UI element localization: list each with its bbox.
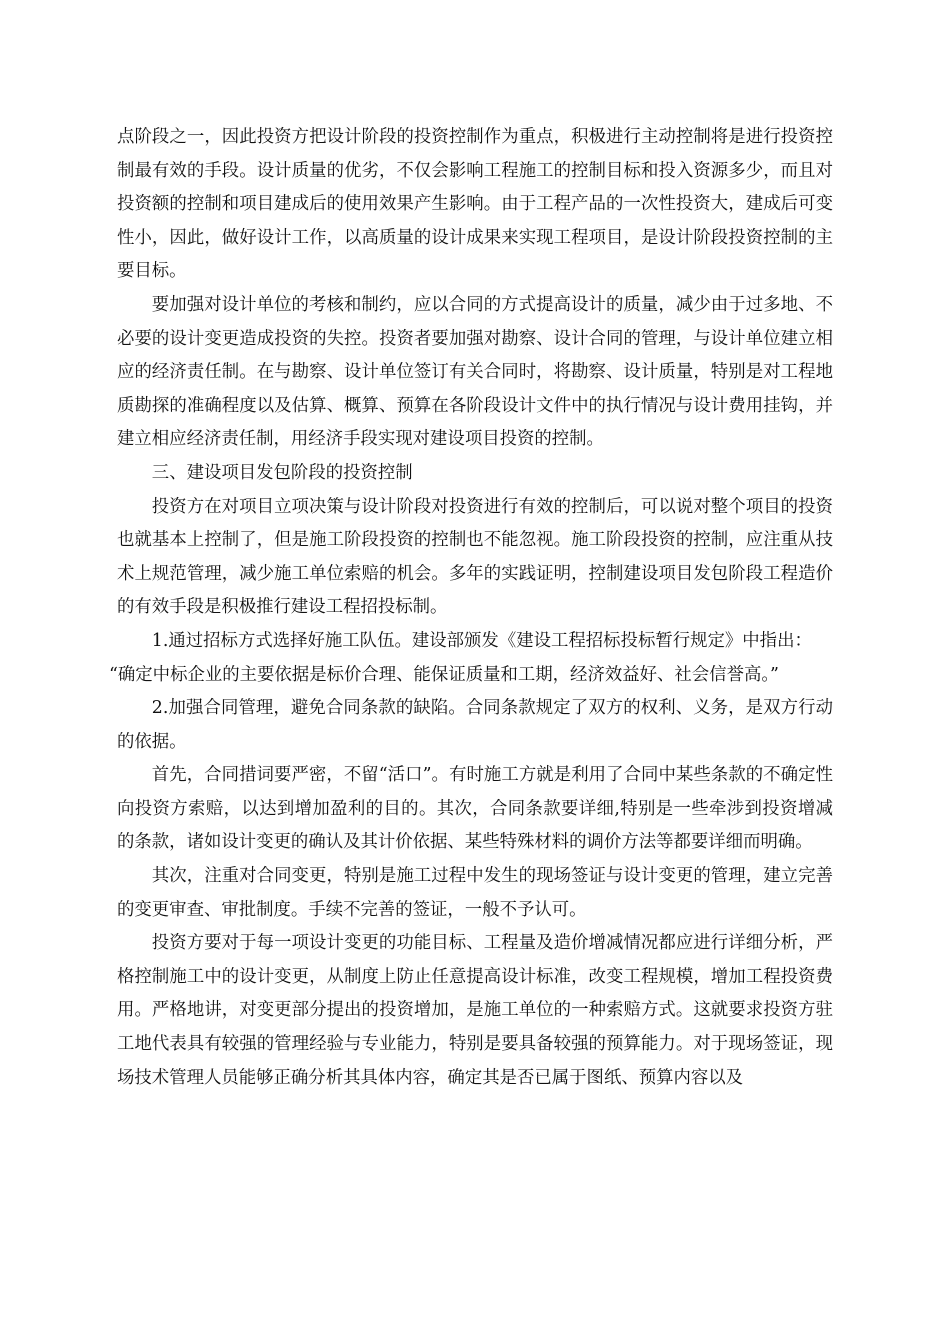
body-paragraph: 要加强对设计单位的考核和制约，应以合同的方式提高设计的质量，减少由于过多地、不必要的设计变更造成投资的失控。投资者要加强对勘察、设计合同的管理，与设计单位建立相应的经济责任制。在与勘察、设计单位签订有关合同时，将勘察、设计质量，特别是对工程地质勘探的准确程度以及估算、概算、预算在各阶段设计文件中的执行情况与设计费用挂钩，并建立相应经济责任制，用经济手段实现对建设项目投资的控制。 [117,294,833,450]
body-paragraph: 投资方要对于每一项设计变更的功能目标、工程量及造价增减情况都应进行详细分析，严格控制施工中的设计变更，从制度上防止任意提高设计标准，改变工程规模，增加工程投资费用。严格地讲，对变更部分提出的投资增加，是施工单位的一种索赔方式。这就要求投资方驻工地代表具有较强的管理经验与专业能力，特别是要具备较强的预算能力。对于现场签证，现场技术管理人员能够正确分析其具体内容，确定其是否已属于图纸、预算内容以及 [117,933,833,1088]
quoted-regulation: “确定中标企业的主要依据是标价合理、能保证质量和工期，经济效益好、社会信誉高。” [109,664,779,685]
section-heading: 三、建设项目发包阶段的投资控制 [151,462,413,483]
body-paragraph: 投资方在对项目立项决策与设计阶段对投资进行有效的控制后，可以说对整个项目的投资也就基本上控制了，但是施工阶段投资的控制也不能忽视。施工阶段投资的控制，应注重从技术上规范管理，减少施工单位索赔的机会。多年的实践证明，控制建设项目发包阶段工程造价的有效手段是积极推行建设工程招投标制。 [117,496,833,618]
numbered-item: 1.通过招标方式选择好施工队伍。建设部颁发《建设工程招标投标暂行规定》中指出： [151,630,812,651]
document-page [109,121,833,1095]
numbered-item: 2.加强合同管理，避免合同条款的缺陷。合同条款规定了双方的权利、义务，是双方行动的依据。 [117,698,833,752]
body-paragraph: 其次，注重对合同变更，特别是施工过程中发生的现场签证与设计变更的管理，建立完善的变更审查、审批制度。手续不完善的签证，一般不予认可。 [117,866,833,920]
body-paragraph: 首先，合同措词要严密，不留“活口”。有时施工方就是利用了合同中某些条款的不确定性向投资方索赔，以达到增加盈利的目的。其次，合同条款要详细,特别是一些牵涉到投资增减的条款，诸如设计变更的确认及其计价依据、某些特殊材料的调价方法等都要详细而明确。 [117,765,833,853]
body-paragraph-continuation: 点阶段之一，因此投资方把设计阶段的投资控制作为重点，积极进行主动控制将是进行投资控制最有效的手段。设计质量的优劣，不仅会影响工程施工的控制目标和投入资源多少，而且对投资额的控制和项目建成后的使用效果产生影响。由于工程产品的一次性投资大，建成后可变性小，因此，做好设计工作，以高质量的设计成果来实现工程项目，是设计阶段投资控制的主要目标。 [117,127,833,282]
